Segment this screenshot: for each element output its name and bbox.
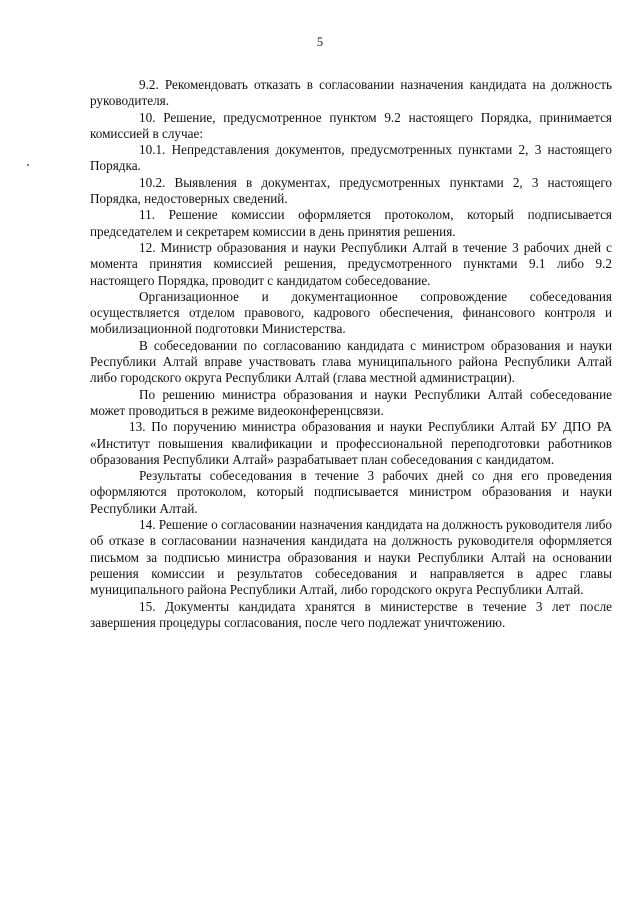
paragraph-10-2: 10.2. Выявления в документах, предусмотренных пунктами 2, 3 настоящего Порядка, недостоверных сведений. (90, 174, 612, 207)
paragraph-12-support: Организационное и документационное сопровождение собеседования осуществляется отделом правового, кадрового обеспечения, финансового контроля и мобилизационной подготовки Министерства. (90, 288, 612, 337)
paragraph-14: 14. Решение о согласовании назначения кандидата на должность руководителя либо об отказе в согласовании назначения кандидата на должность руководителя оформляется письмом за подписью министра образования и науки Республики Алтай на основании решения комиссии и результатов собеседования и направляется в адрес главы муниципального района Республики Алтай, либо городского округа Республики Алтай. (90, 517, 612, 598)
paragraph-9-2: 9.2. Рекомендовать отказать в согласовании назначения кандидата на должность руководителя. (90, 77, 612, 109)
paragraph-12: 12. Министр образования и науки Республики Алтай в течение 3 рабочих дней с момента принятия комиссией решения, предусмотренного пунктами 9.1 либо 9.2 настоящего Порядка, проводит с кандидатом собеседование. (90, 239, 612, 288)
paragraph-12-video: По решению министра образования и науки Республики Алтай собеседование может проводиться в режиме видеоконференцсвязи. (90, 386, 612, 418)
paragraph-13-results: Результаты собеседования в течение 3 рабочих дней со дня его проведения оформляются протоколом, который подписывается министром образования и науки Республики Алтай. (90, 468, 612, 516)
document-body (90, 77, 612, 631)
paragraph-10-1: 10.1. Непредставления документов, предусмотренных пунктами 2, 3 настоящего Порядка. (90, 142, 612, 174)
page-number: 5 (316, 35, 324, 49)
paragraph-15: 15. Документы кандидата хранятся в министерстве в течение 3 лет после завершения процедуры согласования, после чего подлежат уничтожению. (90, 598, 612, 630)
paragraph-10: 10. Решение, предусмотренное пунктом 9.2 настоящего Порядка, принимается комиссией в случае: (90, 109, 612, 141)
paragraph-12-participants: В собеседовании по согласованию кандидата с министром образования и науки Республики Алтай вправе участвовать глава муниципального района Республики Алтай либо городского округа Республики Алтай (глава местной администрации). (90, 337, 612, 386)
scan-speck (27, 164, 29, 166)
paragraph-13: 13. По поручению министра образования и науки Республики Алтай БУ ДПО РА «Институт повышения квалификации и профессиональной переподготовки работников образования Республики Алтай» разрабатывает план собеседования с кандидатом. (90, 419, 612, 467)
paragraph-11: 11. Решение комиссии оформляется протоколом, который подписывается председателем и секретарем комиссии в день принятия решения. (90, 207, 612, 239)
